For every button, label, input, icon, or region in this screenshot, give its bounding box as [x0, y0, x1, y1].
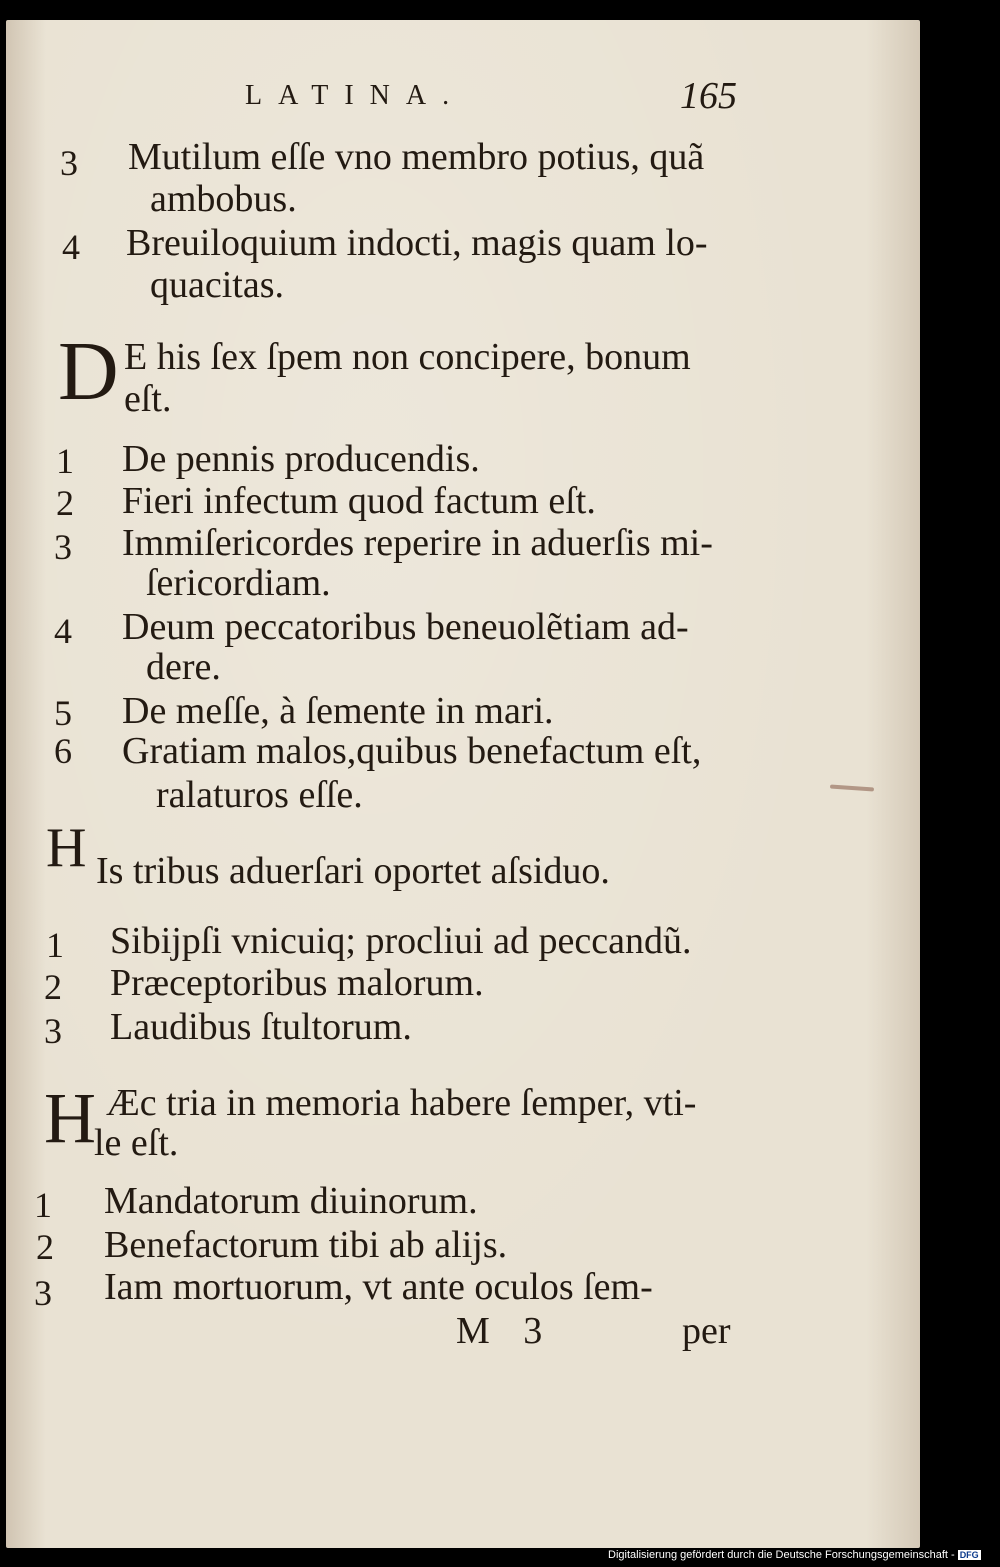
item-line: Benefactorum tibi ab alijs.: [104, 1224, 508, 1266]
item-number: 3: [34, 1273, 52, 1313]
item-line: Gratiam malos,quibus benefactum eſt,: [122, 730, 702, 772]
heading-line: E his ſex ſpem non concipere, bonum: [124, 336, 691, 378]
item-number: 4: [54, 611, 72, 651]
item-line: De meſſe, à ſemente in mari.: [122, 690, 554, 732]
running-title: LATINA.: [245, 80, 466, 111]
page-number: 165: [680, 75, 737, 117]
dfg-logo: DFG: [959, 1550, 979, 1560]
item-line: Laudibus ſtultorum.: [110, 1006, 412, 1048]
item-line: De pennis producendis.: [122, 438, 480, 480]
drop-cap: D: [58, 325, 119, 418]
item-line: Immiſericordes reperire in aduerſis mi-: [122, 522, 713, 564]
drop-cap: H: [46, 817, 87, 879]
heading-line: le eſt.: [94, 1122, 179, 1164]
item-line: Sibijpſi vnicuiq; procliui ad peccandũ.: [110, 920, 692, 962]
heading-line: eſt.: [124, 378, 172, 420]
item-line: quacitas.: [150, 264, 285, 306]
heading-line: Æc tria in memoria habere ſemper, vti-: [106, 1082, 697, 1124]
item-line: Mutilum eſſe vno membro potius, quã: [128, 136, 705, 178]
item-number: 6: [54, 731, 72, 771]
item-line: Præceptoribus malorum.: [110, 962, 484, 1004]
item-number: 2: [44, 967, 62, 1007]
item-line: Deum peccatoribus beneuolẽtiam ad-: [122, 606, 689, 648]
item-number: 3: [44, 1011, 62, 1051]
item-line: Breuiloquium indocti, magis quam lo-: [126, 222, 708, 264]
item-number: 1: [56, 441, 74, 481]
item-number: 1: [34, 1185, 52, 1225]
item-number: 3: [54, 527, 72, 567]
item-number: 1: [46, 925, 64, 965]
item-number: 5: [54, 693, 72, 733]
digitization-credit: [608, 1549, 981, 1561]
signature-mark: M 3: [456, 1310, 543, 1352]
item-number: 4: [62, 227, 80, 267]
heading-line: Is tribus aduerſari oportet aſsiduo.: [96, 850, 610, 892]
item-line: Fieri infectum quod factum eſt.: [122, 480, 596, 522]
item-line: Iam mortuorum, vt ante oculos ſem-: [104, 1266, 653, 1308]
drop-cap: H: [44, 1078, 96, 1158]
catchword: per: [682, 1310, 731, 1352]
item-number: 3: [60, 143, 78, 183]
credit-text: Digitalisierung gefördert durch die Deutsche Forschungsgemeinschaft -: [608, 1549, 955, 1561]
item-line: dere.: [146, 646, 221, 688]
item-line: ambobus.: [150, 178, 297, 220]
item-number: 2: [56, 483, 74, 523]
item-line: ſericordiam.: [146, 562, 331, 604]
item-number: 2: [36, 1227, 54, 1267]
item-line: ralaturos eſſe.: [156, 774, 363, 816]
item-line: Mandatorum diuinorum.: [104, 1180, 478, 1222]
